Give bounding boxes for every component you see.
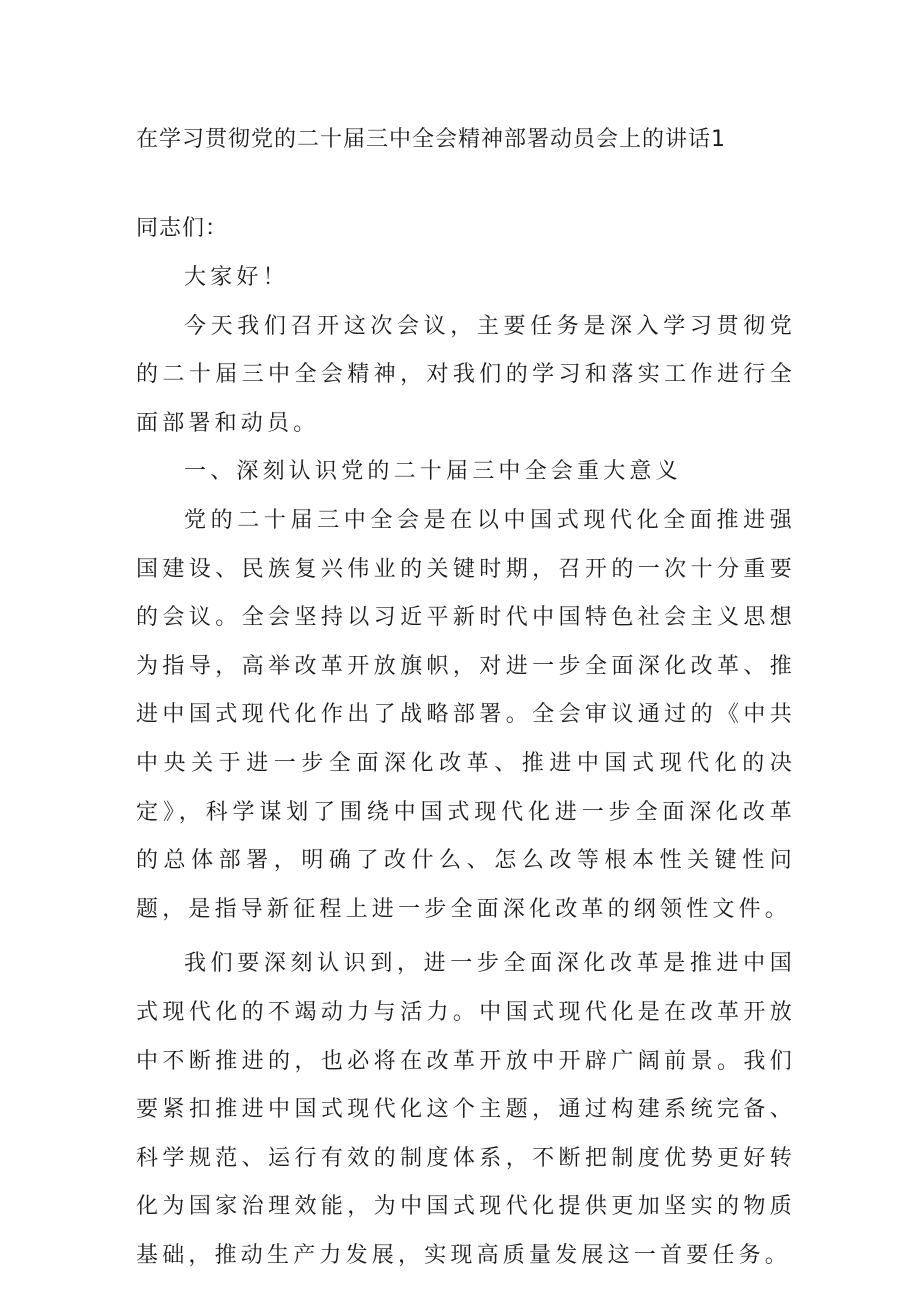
document-title: 在学习贯彻党的二十届三中全会精神部署动员会上的讲话1 — [136, 127, 726, 152]
document-body — [136, 254, 796, 1280]
section-heading: 一、深刻认识党的二十届三中全会重大意义 — [184, 459, 682, 485]
paragraph-significance: 党的二十届三中全会是在以中国式现代化全面推进强国建设、民族复兴伟业的关键时期，召开的一次十分重要的会议。全会坚持以习近平新时代中国特色社会主义思想为指导，高举改革开放旗帜，对进一步全面深化改革、推进中国式现代化作出了战略部署。全会审议通过的《中共中央关于进一步全面深化改革、推进中国式现代化的决定》，科学谋划了围绕中国式现代化进一步全面深化改革的总体部署，明确了改什么、怎么改等根本性关键性问题，是指导新征程上进一步全面深化改革的纲领性文件。 — [136, 507, 796, 922]
paragraph-intro: 今天我们召开这次会议，主要任务是深入学习贯彻党的二十届三中全会精神，对我们的学习和落实工作进行全面部署和动员。 — [136, 313, 796, 436]
paragraph-reform: 我们要深刻认识到，进一步全面深化改革是推进中国式现代化的不竭动力与活力。中国式现代化是在改革开放中不断推进的，也必将在改革开放中开辟广阔前景。我们要紧扣推进中国式现代化这个主题，通过构建系统完备、科学规范、运行有效的制度体系，不断把制度优势更好转化为国家治理效能，为中国式现代化提供更加坚实的物质基础，推动生产力发展，实现高质量发展这一首要任务。 — [136, 951, 796, 1268]
salutation: 同志们： — [136, 216, 229, 241]
paragraph-greeting: 大家好！ — [184, 265, 289, 290]
